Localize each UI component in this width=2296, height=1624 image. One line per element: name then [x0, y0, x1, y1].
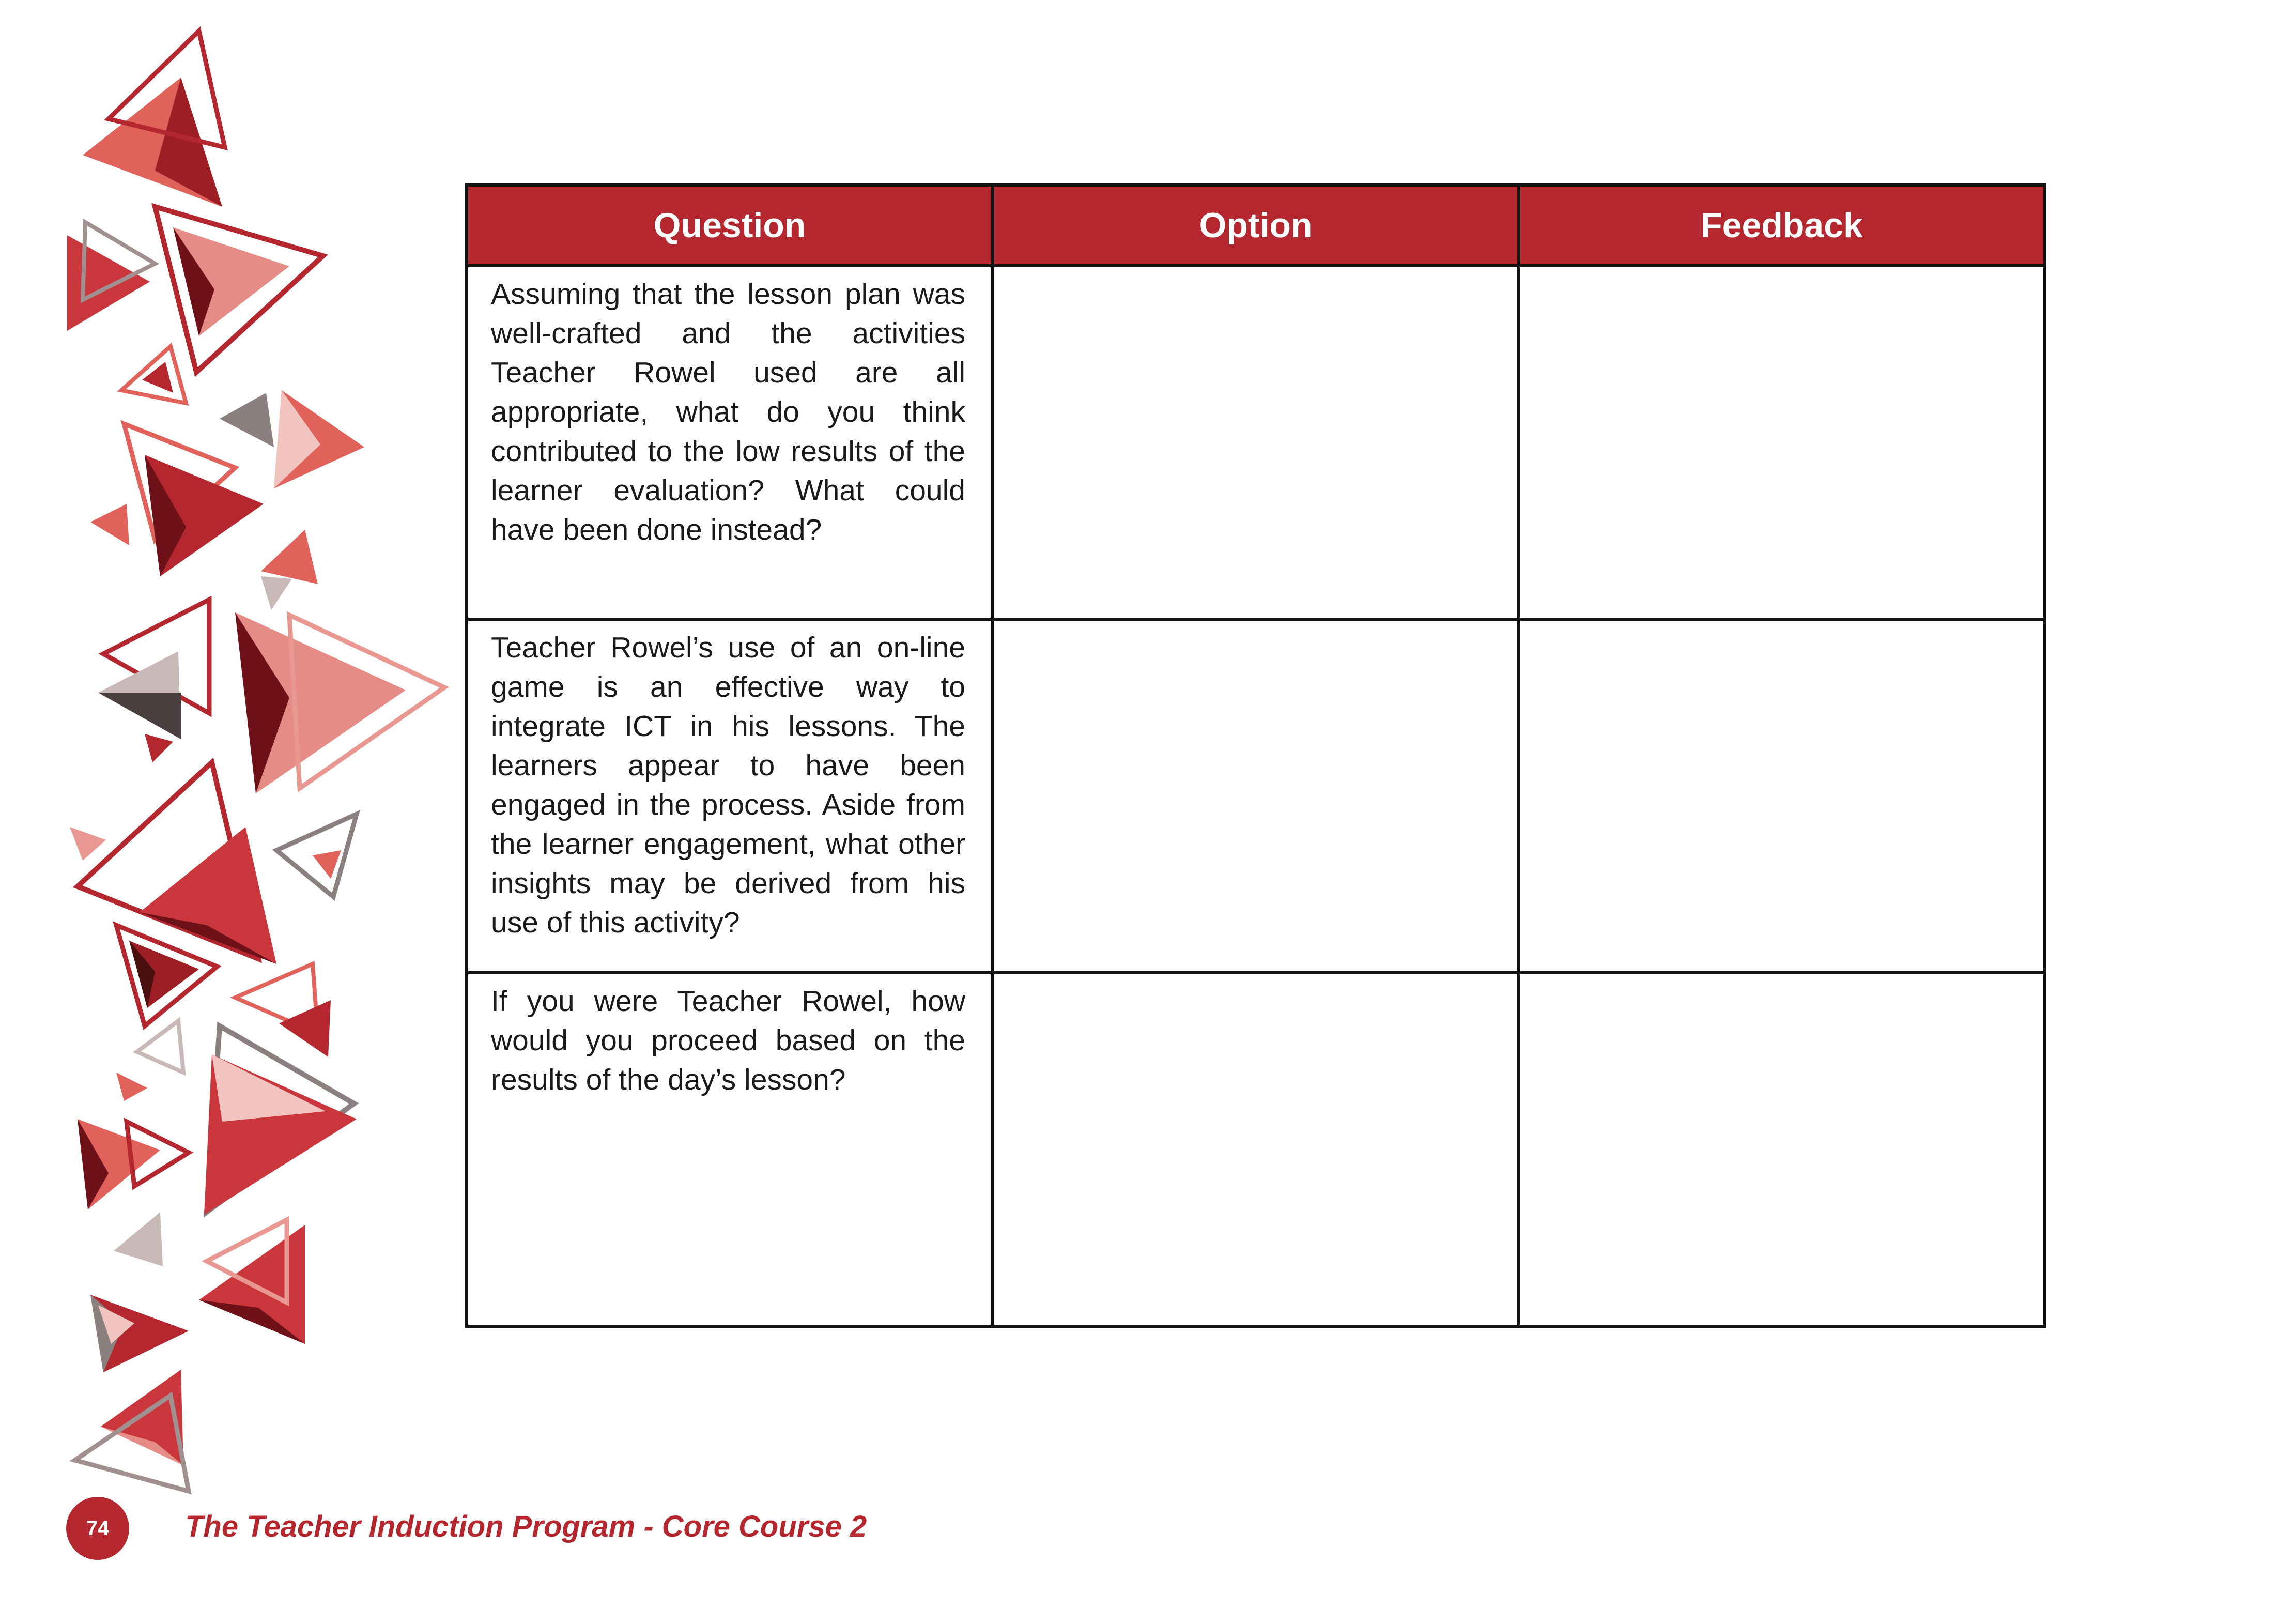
question-cell: Teacher Rowel’s use of an on-line game is an effective way to integrate ICT in his lessons. The learners appear to have been engaged in the process. Aside from the learner engagement, what other insights may be derived from his use of this activity?	[467, 619, 993, 973]
triangle-decoration	[116, 1073, 147, 1101]
triangle-decoration	[212, 1054, 326, 1122]
triangle-decoration	[67, 235, 150, 331]
table-header-row	[467, 185, 2045, 266]
header-option: Option	[993, 185, 1519, 266]
header-feedback: Feedback	[1519, 185, 2045, 266]
triangle-decoration	[145, 734, 173, 762]
triangle-decoration	[220, 393, 274, 447]
header-question: Question	[467, 185, 993, 266]
triangle-decoration	[114, 1212, 163, 1266]
question-cell: If you were Teacher Rowel, how would you proceed based on the results of the day’s lesson?	[467, 973, 993, 1326]
option-cell[interactable]	[993, 266, 1519, 619]
option-cell[interactable]	[993, 619, 1519, 973]
footer-title: The Teacher Induction Program - Core Course 2	[185, 1510, 867, 1543]
triangle-decoration	[70, 827, 106, 861]
question-table	[465, 183, 2046, 1328]
triangle-decoration	[90, 504, 129, 545]
table-row	[467, 619, 2045, 973]
page-number-badge	[66, 1497, 129, 1560]
triangle-decoration	[98, 693, 181, 739]
triangle-decoration	[313, 850, 341, 879]
feedback-cell[interactable]	[1519, 266, 2045, 619]
triangle-decoration	[279, 1000, 331, 1057]
triangle-decoration	[261, 576, 292, 610]
table-row	[467, 973, 2045, 1326]
page-number: 74	[86, 1516, 110, 1540]
feedback-table	[465, 183, 2046, 1328]
triangle-decoration	[261, 530, 318, 584]
table-row	[467, 266, 2045, 619]
feedback-cell[interactable]	[1519, 973, 2045, 1326]
question-cell: Assuming that the lesson plan was well-crafted and the activities Teacher Rowel used are all appropriate, what do you think contributed to the low results of the learner evaluation? What could have been done instead?	[467, 266, 993, 619]
option-cell[interactable]	[993, 973, 1519, 1326]
decorative-triangles	[0, 0, 465, 1551]
feedback-cell[interactable]	[1519, 619, 2045, 973]
